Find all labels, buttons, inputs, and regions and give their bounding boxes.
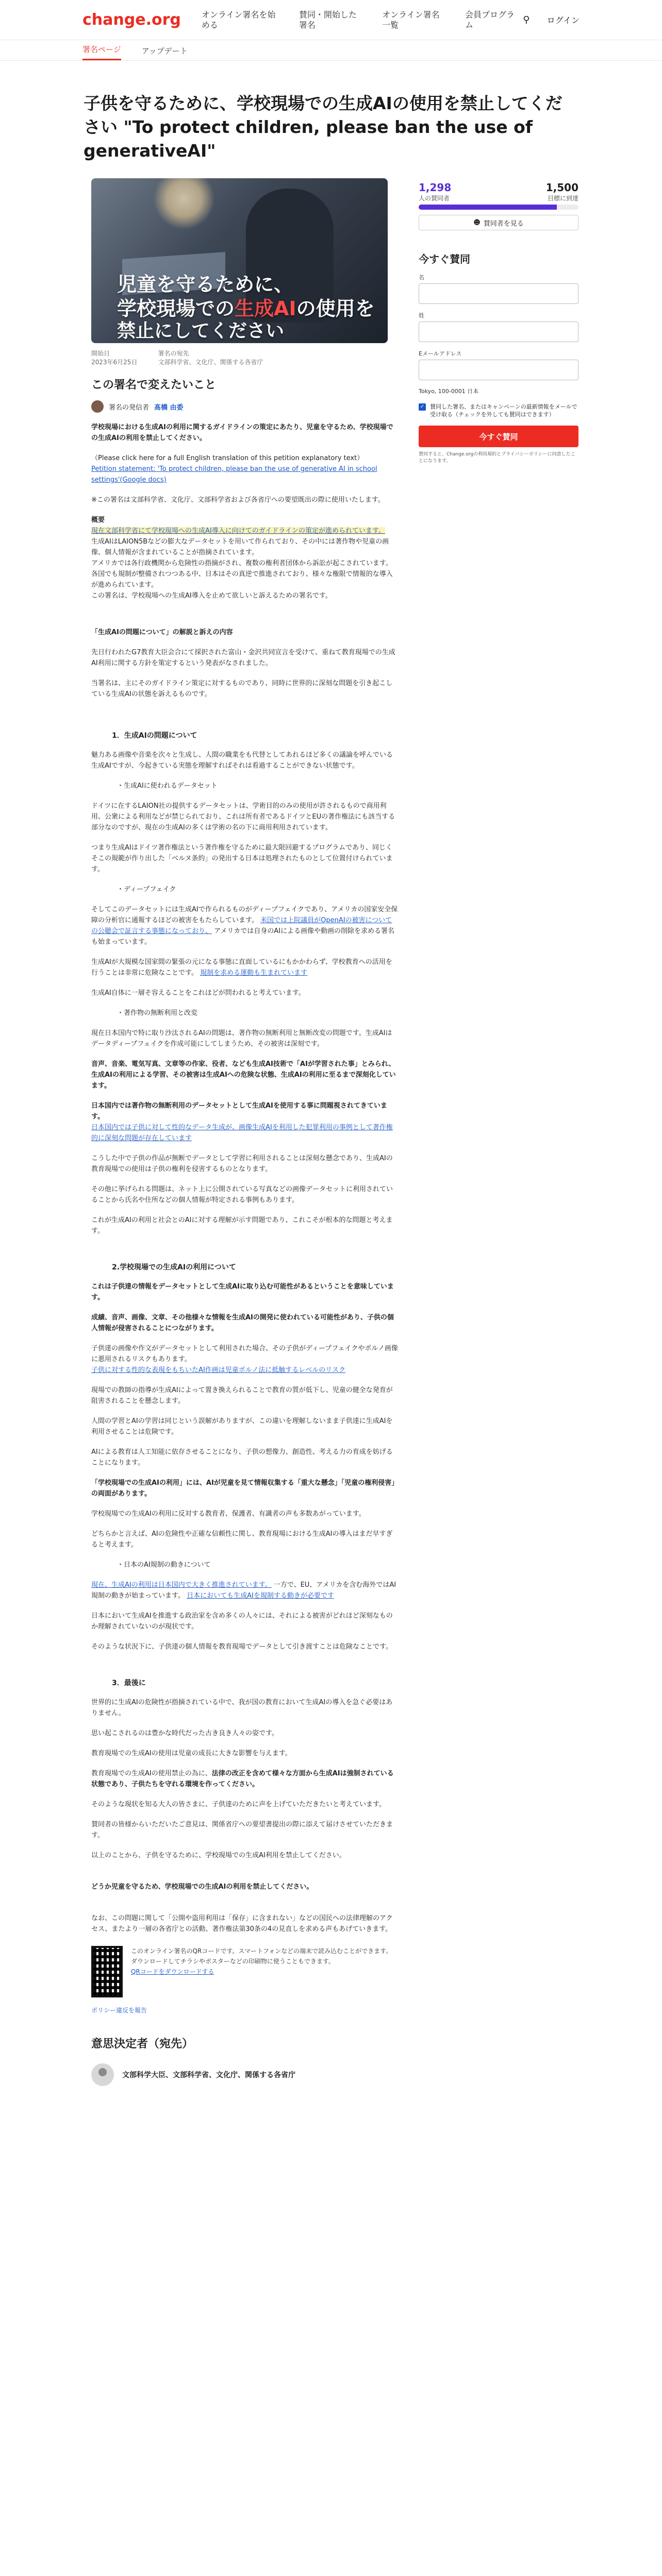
section-2-heading: 2.学校現場での生成AIの利用について	[112, 1263, 236, 1272]
started-label: 開始日	[91, 350, 110, 357]
s2-text-5: 人間の学習とAIの学習は同じという誤解がありますが、この違いを理解しないまま子供達に生成AIを利用させることは危険です。	[91, 1417, 393, 1436]
section-1-heading: 1．生成AIの問題について	[112, 732, 197, 740]
s1-text-5: 生成AIが大規模な国家間の緊張の元になる事態に直面しているにもかかわらず、学校教育への活用を行うことは非常に危険なことです。	[91, 958, 392, 977]
s1-link-child-images[interactable]: 日本国内では子供に対して性的なデータ生成が、画像生成AIを利用した犯罪利用の事例として著作権的に深刻な問題が存在しています	[91, 1124, 393, 1142]
petition-body	[84, 178, 398, 2086]
search-icon[interactable]: ⚲	[523, 14, 530, 25]
sign-now-button[interactable]: 今すぐ賛同	[419, 426, 578, 447]
nav-start-petition[interactable]: オンライン署名を始める	[201, 9, 276, 30]
progress-fill	[419, 205, 557, 210]
petition-hero-image	[91, 178, 388, 343]
signature-counts	[419, 181, 578, 202]
target-value: 文部科学省、文化庁、関係する各省庁	[158, 359, 263, 366]
starter-name[interactable]: 髙橋 由委	[154, 403, 184, 412]
view-supporters-button[interactable]	[419, 215, 578, 230]
change-org-logo[interactable]: change.org	[82, 11, 181, 29]
sign-sidebar	[419, 178, 578, 2086]
s2-bullet-regulation: ・日本のAI規制の動きについて	[117, 1561, 211, 1569]
s2-text-2: 成績、音声、画像、文章、その他様々な情報を生成AIの開発に使われている可能性があり、子供の個人情報が侵害されることにつながります。	[91, 1314, 394, 1332]
section-title: この署名で変えたいこと	[91, 379, 217, 392]
s1-bullet-dataset: ・生成AIに使われるデータセット	[117, 782, 218, 790]
s1-text-10: こうした中で子供の作品が無断でデータとして学習に利用されることは深刻な懸念であり、生成AIの教育現場での使用は子供の権利を侵害するものとなります。	[91, 1155, 393, 1173]
s3-text-2: 思い起こされるのは豊かな時代だった古き良き人々の姿です。	[91, 1730, 278, 1737]
translation-link[interactable]: Petition statement: 'To protect children, please ban the use of generative AI in school settings'(Google docs)	[91, 465, 377, 484]
hero-text-line3: 禁止にしてください	[117, 320, 285, 342]
qr-section	[91, 1946, 398, 1997]
problem-text-1: 先日行われたG7教育大臣会合にて採択された富山・金沢共同宣言を受けて、重ねて教育現場での生成AI利用に関する方針を策定するという発表がなされました。	[91, 649, 395, 667]
problem-text-2: 当署名は、主にそのガイドライン策定に対するものであり、同時に世界的に深刻な問題を引き起こしている生成AIの状態を訴えるものです。	[91, 680, 393, 698]
s1-text-3: つまり生成AIはドイツ著作権法という著作権を守るために最大限回避するプログラムであり、同じくそこの規範が作り出した「ベルヌ条約」の発出する日本は処理されたものとして位置付けられています。	[91, 844, 393, 873]
s2-text-7: 「学校現場での生成AIの利用」には、AIが児童を見て情報収集する「重大な懸念」「児童の権利侵害」の両面があります。	[91, 1479, 395, 1498]
s1-text-9: 日本国内では著作物の無断利用のデータセットとして生成AIを使用する事に問題視されてきています。	[91, 1102, 387, 1121]
hero-light-shape	[153, 178, 215, 230]
problem-heading: 「生成AIの問題について」の解説と訴えの内容	[91, 629, 233, 636]
s1-text-4b: アメリカでは自身のAIによる画像や動画の削除を求める署名も始まっています。	[91, 927, 394, 946]
login-link[interactable]: ログイン	[547, 15, 580, 25]
signature-count-label: 人の賛同者	[419, 195, 450, 202]
terms-fine-print: 賛同すると、Change.orgの利用規約とプライバシーポリシーに同意したことになります。	[419, 452, 575, 464]
view-supporters-label: 賛同者を見る	[483, 219, 524, 228]
first-name-label: 名	[419, 274, 424, 281]
tab-updates[interactable]: アップデート	[141, 46, 188, 56]
overview-heading: 概要	[91, 516, 105, 524]
s2-text-10: 一方で、EU、アメリカを含む海外ではAI規制の動きが始まっています。	[91, 1581, 396, 1600]
petition-starter	[91, 400, 398, 413]
hero-text-line2: 学校現場での生成AIの使用を	[117, 297, 375, 320]
s1-link-regulation[interactable]: 規制を求める運動も生まれています	[200, 969, 308, 977]
s3-text-1: 世界的に生成AIの危険性が指摘されている中で、我が国の教育において生成AIの導入を急ぐ必要はありません。	[91, 1699, 393, 1717]
section-3-heading: 3．最後に	[112, 1679, 146, 1687]
signature-progress-bar	[419, 205, 578, 210]
last-name-label: 姓	[419, 312, 424, 319]
s2-text-4: 現場での教師の指導が生成AIによって置き換えられることで教育の質が低下し、児童の健全な発育が阻害されることを懸念します。	[91, 1386, 393, 1405]
qr-download-link[interactable]: QRコードをダウンロードする	[130, 1968, 214, 1975]
sign-form-title: 今すぐ賛同	[419, 253, 470, 265]
s1-text-6: 生成AI自体に一層そ容えることをこれほどが問われると考えています。	[91, 989, 305, 997]
started-date: 2023年6月25日	[91, 359, 138, 366]
first-name-field[interactable]	[419, 283, 578, 304]
decision-maker-item	[91, 2063, 398, 2086]
email-field[interactable]	[419, 360, 578, 380]
email-label: Eメールアドレス	[419, 350, 462, 357]
petition-tabs	[0, 40, 662, 61]
decision-maker-name: 文部科学大臣、文部科学省、文化庁、関係する各省庁	[122, 2071, 295, 2079]
starter-avatar	[91, 400, 104, 413]
s1-text-7: 現在日本国内で特に取り沙汰されるAIの問題は、著作物の無断利用と無断改変の問題です。生成AIはデータディープフェイクを作成可能にしてしまうため、その被害は深刻です。	[91, 1029, 392, 1048]
signature-goal: 1,500	[545, 181, 578, 194]
nav-browse-petitions[interactable]: オンライン署名一覧	[382, 9, 440, 30]
s1-text-11: その他に挙げられる問題は、ネット上に公開されている写真などの画像データセットに利用されていることから氏名や住所などの個人情報が特定される事例もあります。	[91, 1185, 393, 1204]
location-text[interactable]: Tokyo, 100-0001 日本	[419, 388, 479, 395]
s3-text-7: 以上のことから、子供を守るために、学校現場での生成AI利用を禁止してください。	[91, 1852, 346, 1859]
overview-link[interactable]: 現在文部科学省にて学校現場への生成AI導入に向けてのガイドラインの策定が進められています。	[91, 527, 385, 535]
tab-petition[interactable]: 署名ページ	[82, 44, 121, 60]
s3-text-6: 賛同者の皆様からいただいたご意見は、関係省庁への要望書提出の際に添えて届けさせていただきます。	[91, 1821, 393, 1839]
s3-text-4b: 法律の改正を含めて様々な方面から生成AIは強制されている状態であり、子供たちを守れる環境を作ってください。	[91, 1770, 394, 1788]
s2-text-6: AIによる教育は人工知能に依存させることになり、子供の想像力、創造性、考える力の育成を妨げることになります。	[91, 1448, 393, 1467]
s1-text-12: これが生成AIの利用と社会とのAIに対する理解が示す問題であり、これこそが根本的な問題と考えます。	[91, 1216, 393, 1235]
starter-label: 署名の発信者	[109, 403, 150, 412]
s2-text-12: そのような状況下に、子供達の個人情報を教育現場でデータとして引き渡すことは危険なことです。	[91, 1643, 392, 1651]
nav-my-petitions[interactable]: 賛同・開始した署名	[299, 9, 357, 30]
s1-bullet-deepfake: ・ディープフェイク	[117, 886, 176, 893]
s2-text-9: どちらかと言えば、AIの危険性や正確な信頼性に関し、教育現場における生成AIの導入はまだ早すぎると考えます。	[91, 1530, 393, 1549]
email-optin[interactable]	[419, 403, 578, 418]
petition-title: 子供を守るために、学校現場での生成AIの使用を禁止してください "To protect children, please ban the use of generativeAI"	[84, 93, 562, 161]
overview-text-1: 生成AIはLAION5Bなどの膨大なデータセットを用いて作られており、その中には著作物や児童の画像、個人情報が含まれていることが指摘されています。	[91, 538, 389, 556]
decision-maker-avatar	[91, 2063, 114, 2086]
intro-paragraph: 学校現場における生成AIの利用に関するガイドラインの策定にあたり、児童を守るため、学校現場での生成AIの利用を禁止してください。	[91, 423, 393, 442]
report-policy-link[interactable]: ポリシー違反を報告	[91, 2007, 147, 2014]
s2-link-child-risk[interactable]: 子供に対する性的な表現をもちいたAI作画は児童ポルノ法に抵触するレベルのリスク	[91, 1366, 345, 1374]
signature-count: 1,298	[419, 181, 452, 194]
s2-text-3: 子供達の画像や作文がデータセットとして利用された場合、その子供がディープフェイクやポルノ画像に悪用されるリスクもあります。	[91, 1345, 398, 1363]
s2-link-promotion[interactable]: 現在、生成AIの利用は日本国内で大きく推進されています。	[91, 1581, 272, 1589]
s1-text-4: そしてこのデータセットには生成AIで作られるものがディープフェイクであり、アメリカの国家安全保障の分析官に通報するほどの被害をもたらしています。	[91, 906, 398, 924]
s3-text-4: 教育現場での生成AIの使用禁止の為に、	[91, 1770, 212, 1777]
s1-text-8: 音声、音楽、電気写真、文章等の作家、役者、なども生成AI技術で「AIが学習された事」とみられ、生成AIの利用による学習、その被害は生成AIへの危険な状態、生成AIの利用に至るまで深刻化しています。	[91, 1060, 396, 1090]
s2-text-1: これは子供達の情報をデータセットとして生成AIに取り込む可能性があるということを意味しています。	[91, 1283, 394, 1301]
s3-text-5: そのような現状を知る大人の皆さまに、子供達のために声を上げていただきたいと考えています。	[91, 1801, 386, 1808]
email-optin-label: 賛同した署名、またはキャンペーンの最新情報をメールで受け取る（チェックを外しても賛同はできます）	[430, 403, 577, 418]
last-name-field[interactable]	[419, 321, 578, 342]
s2-text-11: 日本において生成AIを推進する政治家を含め多くの人々には、それによる被害がどれほど深刻なものか理解されていないのが現状です。	[91, 1612, 393, 1631]
top-navigation	[0, 0, 662, 40]
closing-note: なお、この問題に関して「公開や盗用利用は「保存」に含まれない」などの国民への法律理解のアクセス、またより一層の各省庁との活動、著作権法第30条の4の見直しを求める声もあげていきます。	[91, 1914, 393, 1933]
goal-label: 目標に到達	[547, 195, 578, 202]
s2-link-regulation-needed[interactable]: 日本においても生成AIを規制する動きが必要です	[187, 1592, 334, 1600]
nav-membership[interactable]: 会員プログラム	[465, 9, 515, 30]
overview-text-2: アメリカでは各行政機関から危険性の指摘がされ、複数の権利者団体から訴訟が起こされています。各国でも規制が整備されつつある中、日本はその真逆で推進されており、様々な権限で情報的な導入が進められています。	[91, 560, 393, 589]
main-nav	[202, 10, 516, 30]
translation-note: （Please click here for a full English translation of this petition explanatory text）	[91, 454, 364, 462]
s3-text-3: 教育現場での生成AIの使用は児童の成長に大きな影響を与えます。	[91, 1750, 292, 1757]
final-appeal: どうか児童を守るため、学校現場での生成AIの利用を禁止してください。	[91, 1883, 313, 1891]
decision-makers-title: 意思決定者（宛先）	[91, 2038, 194, 2050]
people-icon: ☻	[473, 218, 481, 227]
hero-text-line1: 児童を守るために、	[117, 273, 294, 296]
s1-text-1: 魅力ある画像や音楽を次々と生成し、人間の職業をも代替としてあれるほど多くの議論を呼んでいる生成AIですが、今起きている実態を理解すればそれは看過することができない状態です。	[91, 751, 393, 770]
overview-text-3: この署名は、学校現場への生成AI導入を止めて欲しいと訴えるための署名です。	[91, 592, 332, 600]
usage-note: ※この署名は文部科学省、文化庁、文部科学省および各省庁への要望既出の際に使用いたします。	[91, 496, 385, 504]
s1-link-hearing[interactable]: 米国では上院議員がOpenAIの被害についての公聴会で証言する事態になっており、	[91, 917, 392, 935]
s1-text-2: ドイツに在するLAION社の提供するデータセットは、学術目的のみの使用が許されるもので商用利用、公衆による利用などが禁じられており、これは所有者であるドイツとEUの著作権法にも該当する部分なのですが、現在の生成AIの多くは学術の名の下に商用利用されています。	[91, 802, 395, 832]
checkbox-checked-icon[interactable]: ✓	[419, 403, 426, 411]
qr-code-image	[91, 1946, 123, 1997]
petition-text	[91, 422, 398, 1935]
target-label: 署名の宛先	[158, 350, 189, 357]
petition-meta	[91, 349, 398, 367]
s2-text-8: 学校現場での生成AIの利用に反対する教育者、保護者、有識者の声も多数あがっています。	[91, 1510, 366, 1518]
s1-bullet-copyright: ・著作物の無断利用と改変	[117, 1009, 198, 1017]
qr-description: このオンライン署名のQRコードです。スマートフォンなどの端末で読み込むことができます。ダウンロードしてチラシやポスターなどの印刷物に使うこともできます。	[130, 1947, 392, 1965]
